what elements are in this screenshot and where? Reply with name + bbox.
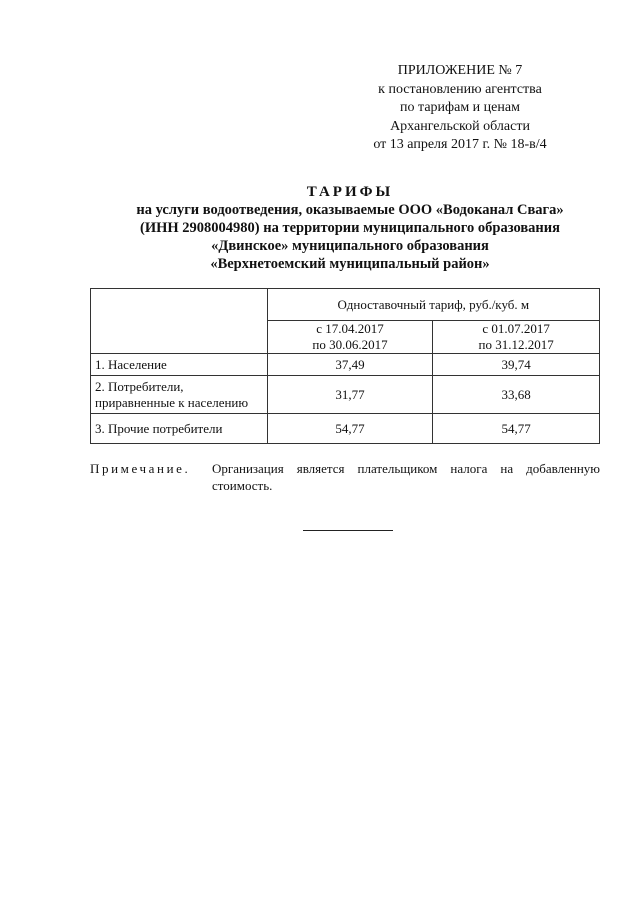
period-2-header bbox=[433, 321, 600, 354]
row-3-value-period-1: 54,77 bbox=[267, 414, 433, 444]
title-line-municipality: «Двинское» муниципального образования bbox=[211, 238, 489, 254]
document-title bbox=[80, 183, 620, 273]
title-heading: ТАРИФЫ bbox=[306, 184, 394, 200]
table-corner-cell bbox=[91, 289, 268, 354]
table-row bbox=[91, 354, 600, 376]
closing-rule bbox=[303, 530, 393, 531]
period-1-start: с 17.04.2017 bbox=[316, 321, 384, 336]
row-1-label: 1. Население bbox=[91, 354, 268, 376]
row-1-value-period-1: 37,49 bbox=[267, 354, 433, 376]
period-2-end: по 31.12.2017 bbox=[478, 337, 554, 352]
period-2-start: с 01.07.2017 bbox=[482, 321, 550, 336]
row-2-label-line-1: 2. Потребители, bbox=[95, 378, 184, 394]
footnote-label: Примечание. bbox=[90, 461, 191, 476]
period-1-end: по 30.06.2017 bbox=[312, 337, 388, 352]
row-2-label bbox=[91, 376, 268, 414]
title-line-services: на услуги водоотведения, оказываемые ООО «Водоканал Свага» bbox=[136, 202, 564, 218]
appendix-header bbox=[360, 62, 560, 155]
table-row bbox=[91, 376, 600, 414]
appendix-line-agency: по тарифам и ценам bbox=[400, 100, 520, 115]
row-2-value-period-2: 33,68 bbox=[433, 376, 600, 414]
row-3-label: 3. Прочие потребители bbox=[91, 414, 268, 444]
appendix-number: ПРИЛОЖЕНИЕ № 7 bbox=[397, 63, 523, 78]
tariff-table bbox=[90, 288, 600, 444]
appendix-line-date: от 13 апреля 2017 г. № 18-в/4 bbox=[373, 137, 547, 152]
row-2-value-period-1: 31,77 bbox=[267, 376, 433, 414]
title-line-inn: (ИНН 2908004980) на территории муниципального образования bbox=[140, 220, 560, 236]
tariff-header: Одноставочный тариф, руб./куб. м bbox=[267, 289, 599, 321]
footnote-text: Организация является плательщиком налога на добавленную стоимость. bbox=[212, 461, 600, 493]
appendix-line-decree: к постановлению агентства bbox=[378, 81, 542, 97]
row-2-label-line-2: приравненные к населению bbox=[95, 394, 249, 410]
row-1-value-period-2: 39,74 bbox=[433, 354, 600, 376]
period-1-header bbox=[267, 321, 433, 354]
row-3-value-period-2: 54,77 bbox=[433, 414, 600, 444]
appendix-line-region: Архангельской области bbox=[390, 118, 530, 134]
title-line-district: «Верхнетоемский муниципальный район» bbox=[210, 256, 490, 272]
table-row bbox=[91, 414, 600, 444]
